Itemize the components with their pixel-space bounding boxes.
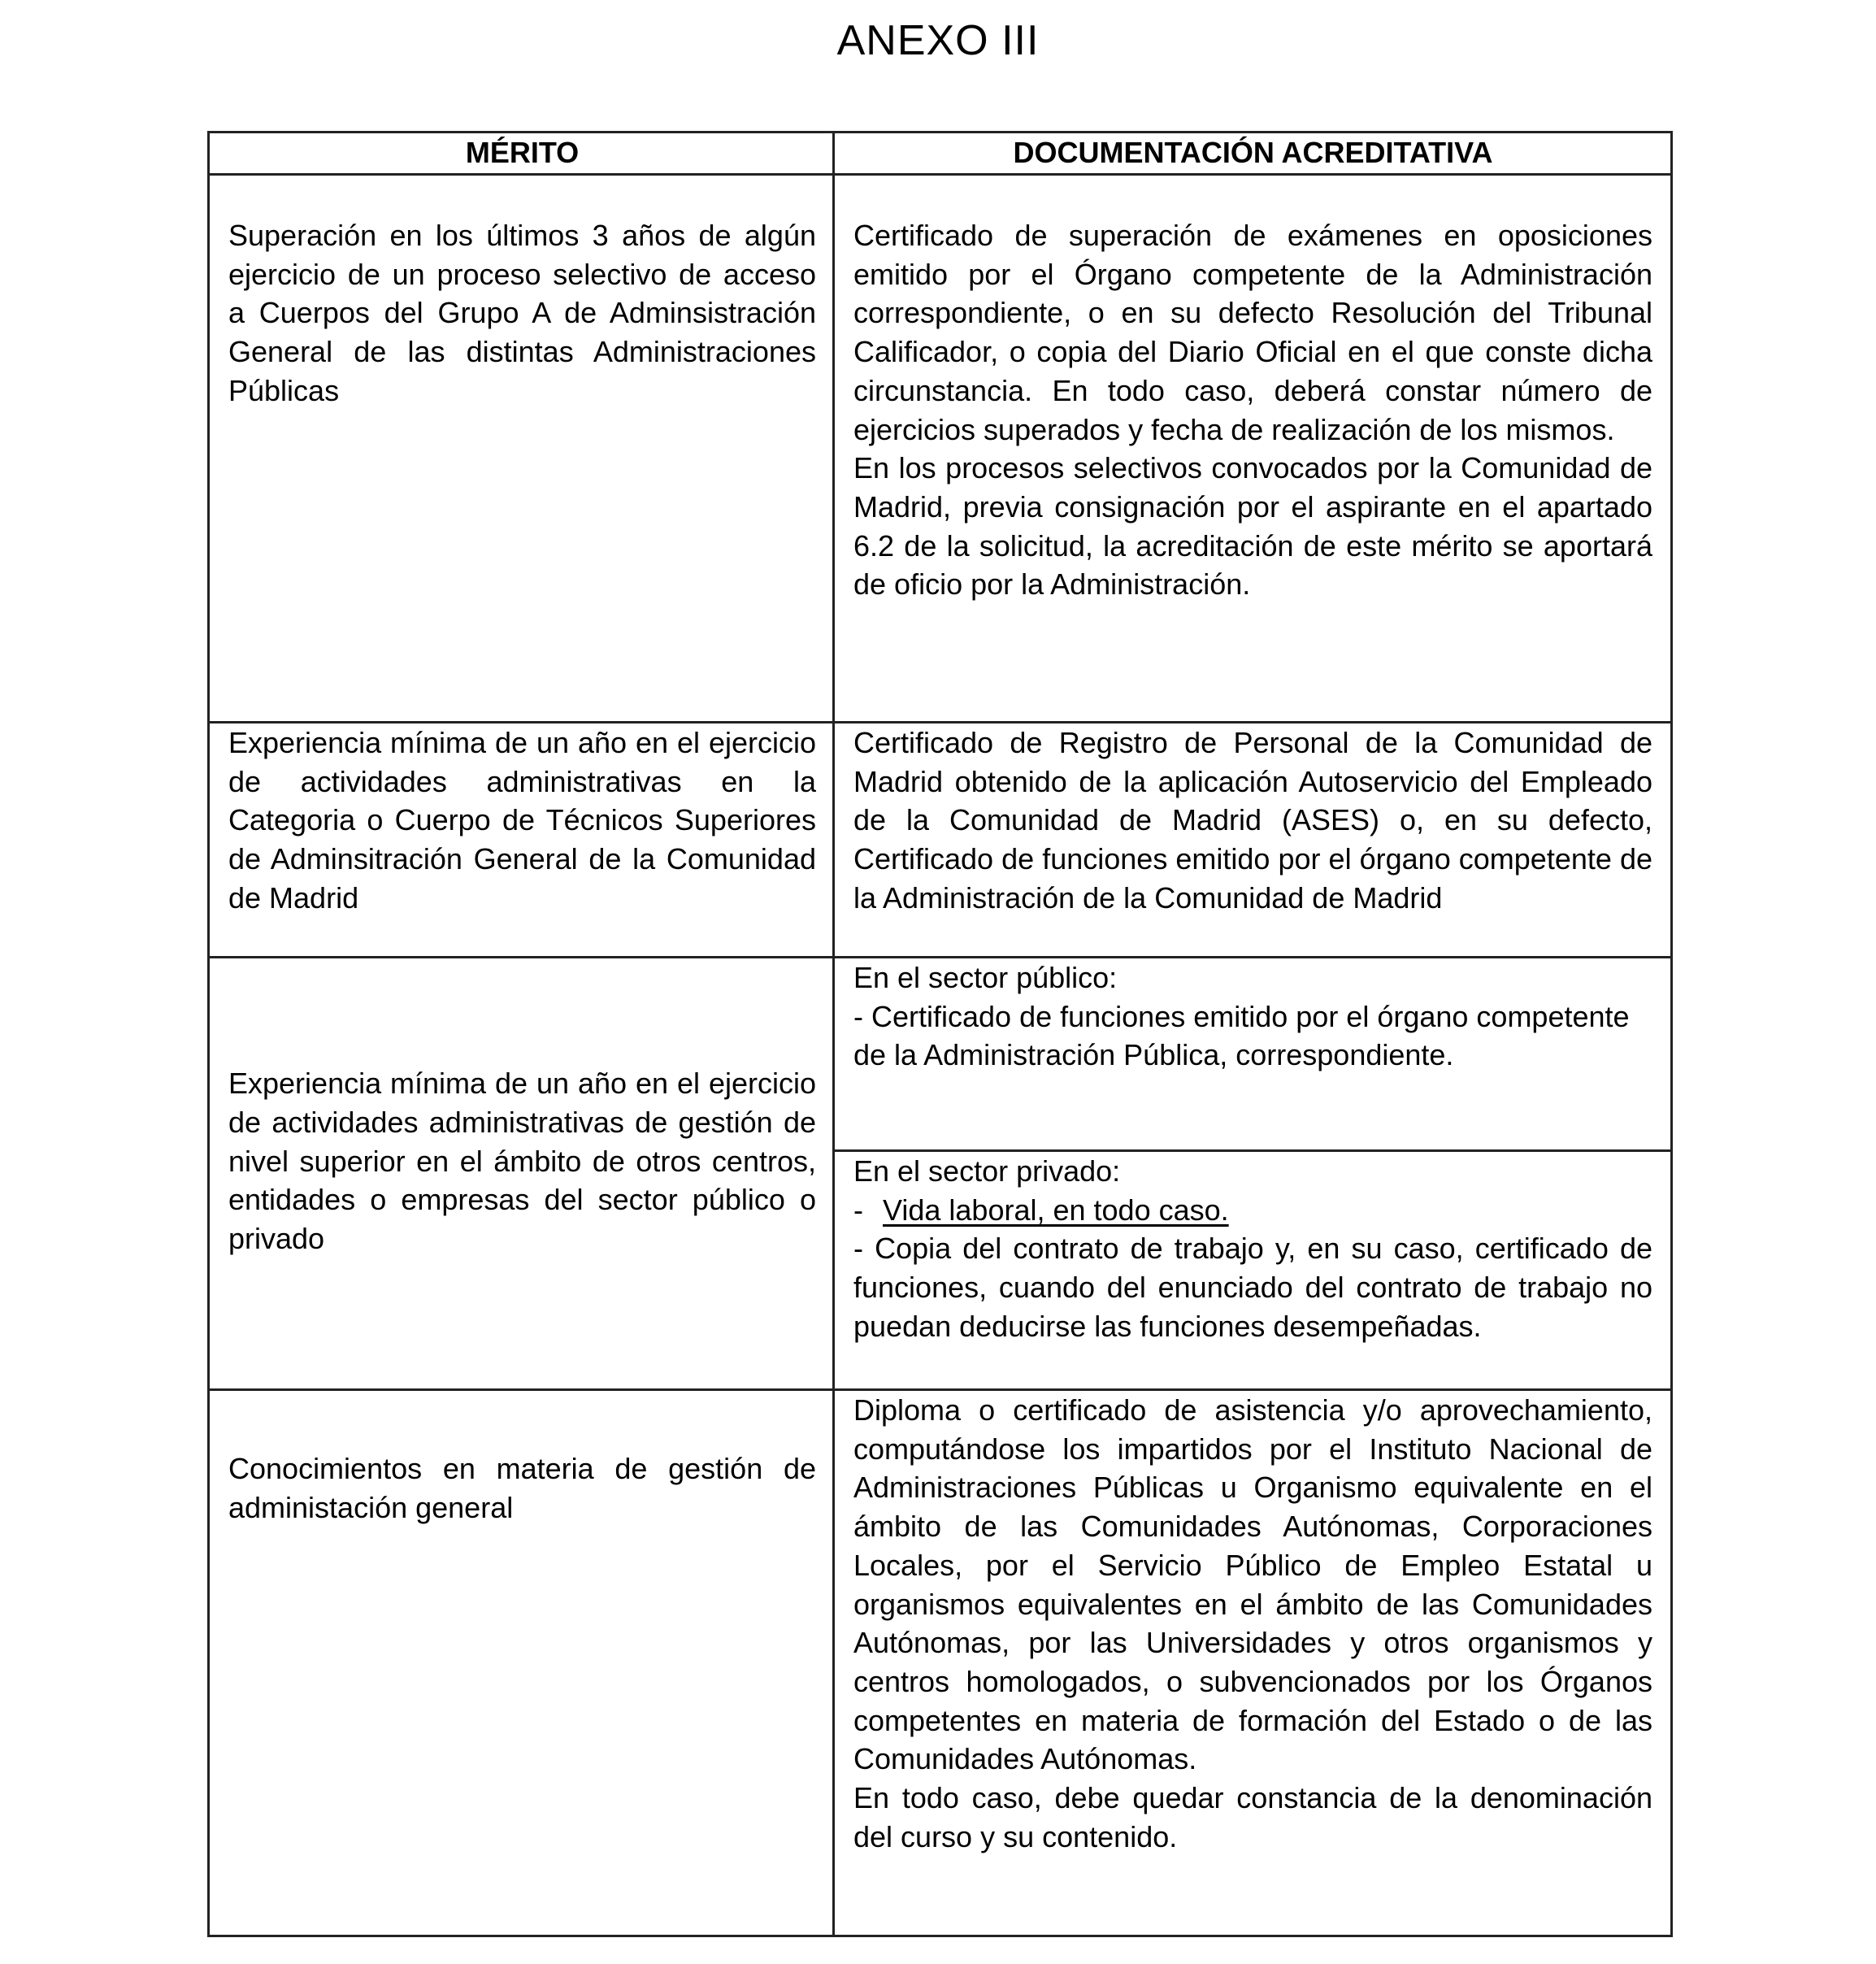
dash-marker: - (853, 1193, 863, 1227)
table-row (210, 956, 1670, 1388)
column-header-documentation: DOCUMENTACIÓN ACREDITATIVA (1013, 136, 1493, 169)
public-sector-subcell (835, 958, 1670, 1152)
private-sector-heading: En el sector privado: (853, 1154, 1121, 1188)
documentation-paragraph: Diploma o certificado de asistencia y/o aprovechamiento, computándose los impartidos por el Instituto Nacional de Administraciones Públicas u Organismo equivalente en el ámbito de las Comunidades Autónomas, Corporaciones Locales, por el Servicio Público de Empleo Estatal u organismos equivalentes en el ámbito de las Comunidades Autónomas, por las Universidades y otros organismos y centros homologados, o subvencionados por los Órganos competentes en materia de formación del Estado o de las Comunidades Autónomas. (853, 1393, 1652, 1776)
table-header-row (210, 133, 1670, 173)
column-header-merit: MÉRITO (210, 133, 835, 173)
table-row (210, 173, 1670, 721)
merit-cell (210, 176, 835, 721)
documentation-cell (835, 176, 1670, 721)
documentation-cell (835, 723, 1670, 956)
private-sector-underlined-line (853, 1191, 1652, 1230)
underlined-item: Vida laboral, en todo caso. (883, 1193, 1229, 1227)
merit-text: Superación en los últimos 3 años de algún ejercicio de un proceso selectivo de acceso a Cuerpos del Grupo A de Adminsistración General de las distintas Administraciones Públicas (228, 219, 816, 407)
documentation-paragraph: Certificado de superación de exámenes en oposiciones emitido por el Órgano competente de la Administración correspondiente, o en su defecto Resolución del Tribunal Calificador, o copia del Diario Oficial en el que conste dicha circunstancia. En todo caso, deberá constar número de ejercicios superados y fecha de realización de los mismos. (853, 219, 1652, 446)
merit-text: Conocimientos en materia de gestión de administación general (228, 1452, 816, 1524)
page-title: ANEXO III (836, 17, 1040, 64)
private-sector-subcell (835, 1152, 1670, 1388)
documentation-cell (835, 1391, 1670, 1935)
merit-cell (210, 958, 835, 1388)
documentation-paragraph: En los procesos selectivos convocados por la Comunidad de Madrid, previa consignación por el aspirante en el apartado 6.2 de la solicitud, la acreditación de este mérito se aportará de oficio por la Administración. (853, 451, 1652, 602)
table-row (210, 721, 1670, 956)
merit-cell (210, 1391, 835, 1935)
public-sector-heading: En el sector público: (853, 961, 1118, 994)
merit-text: Experiencia mínima de un año en el ejercicio de actividades administrativas en la Categoria o Cuerpo de Técnicos Superiores de Adminsitración General de la Comunidad de Madrid (228, 726, 816, 915)
table-row (210, 1388, 1670, 1935)
documentation-paragraph: Certificado de Registro de Personal de la Comunidad de Madrid obtenido de la aplicación Autoservicio del Empleado de la Comunidad de Madrid (ASES) o, en su defecto, Certificado de funciones emitido por el órgano competente de la Administración de la Comunidad de Madrid (853, 726, 1652, 915)
private-sector-item: - Copia del contrato de trabajo y, en su caso, certificado de funciones, cuando del enunciado del contrato de trabajo no puedan deducirse las funciones desempeñadas. (853, 1232, 1652, 1343)
merit-text: Experiencia mínima de un año en el ejercicio de actividades administrativas de gestión de nivel superior en el ámbito de otros centros, entidades o empresas del sector público o privado (228, 1067, 816, 1256)
public-sector-item: - Certificado de funciones emitido por el órgano competente de la Administración Pública, correspondiente. (853, 999, 1630, 1072)
documentation-cell (835, 958, 1670, 1388)
merit-cell (210, 723, 835, 956)
documentation-paragraph: En todo caso, debe quedar constancia de la denominación del curso y su contenido. (853, 1781, 1652, 1853)
merits-table (207, 131, 1673, 1937)
